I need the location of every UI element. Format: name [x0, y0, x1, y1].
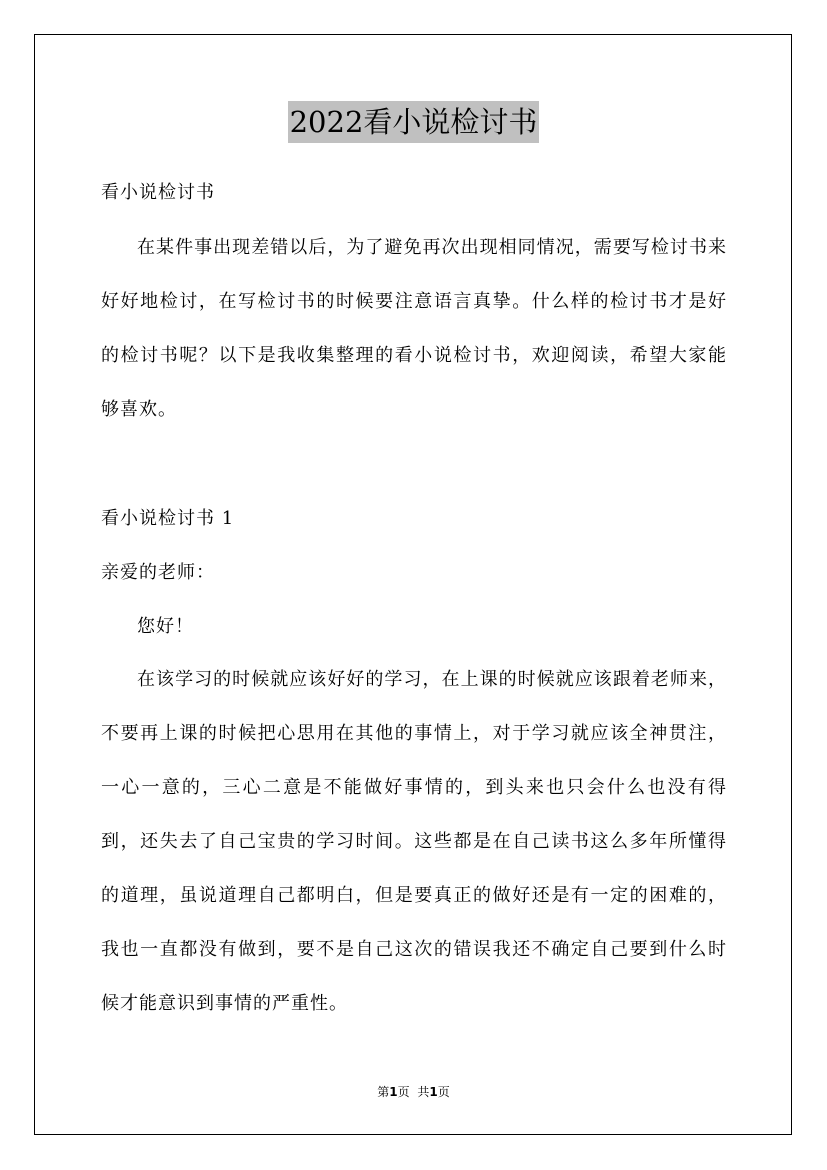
greeting-text: 您好！: [137, 616, 194, 637]
title-container: [0, 101, 827, 143]
page-footer: [0, 1084, 827, 1100]
footer-page-prefix: 第: [377, 1085, 390, 1099]
intro-heading: [101, 181, 727, 205]
body-section: [101, 653, 727, 1031]
salutation: [101, 561, 727, 585]
footer-page-suffix: 页: [397, 1085, 410, 1099]
intro-paragraph: 在某件事出现差错以后，为了避免再次出现相同情况，需要写检讨书来好好地检讨，在写检讨书的时候要注意语言真挚。什么样的检讨书才是好的检讨书呢？以下是我收集整理的看小说检讨书，欢迎阅读，希望大家能够喜欢。: [101, 237, 727, 420]
footer-total-number: 1: [429, 1085, 438, 1099]
section1-heading: [101, 507, 727, 531]
footer-page-number: 1: [389, 1085, 398, 1099]
document-title: 2022看小说检讨书: [288, 101, 540, 143]
body-paragraph: 在该学习的时候就应该好好的学习，在上课的时候就应该跟着老师来，不要再上课的时候把心思用在其他的事情上，对于学习就应该全神贯注，一心一意的，三心二意是不能做好事情的，到头来也只会什么也没有得到，还失去了自己宝贵的学习时间。这些都是在自己读书这么多年所懂得的道理，虽说道理自己都明白，但是要真正的做好还是有一定的困难的，我也一直都没有做到，要不是自己这次的错误我还不确定自己要到什么时候才能意识到事情的严重性。: [101, 669, 727, 1014]
section1-heading-text: 看小说检讨书 1: [101, 508, 235, 529]
salutation-text: 亲爱的老师：: [101, 562, 215, 583]
footer-total-prefix: 共: [417, 1085, 430, 1099]
intro-heading-text: 看小说检讨书: [101, 182, 215, 203]
greeting: [101, 615, 727, 639]
footer-total-suffix: 页: [437, 1085, 450, 1099]
intro-section: [101, 221, 727, 437]
